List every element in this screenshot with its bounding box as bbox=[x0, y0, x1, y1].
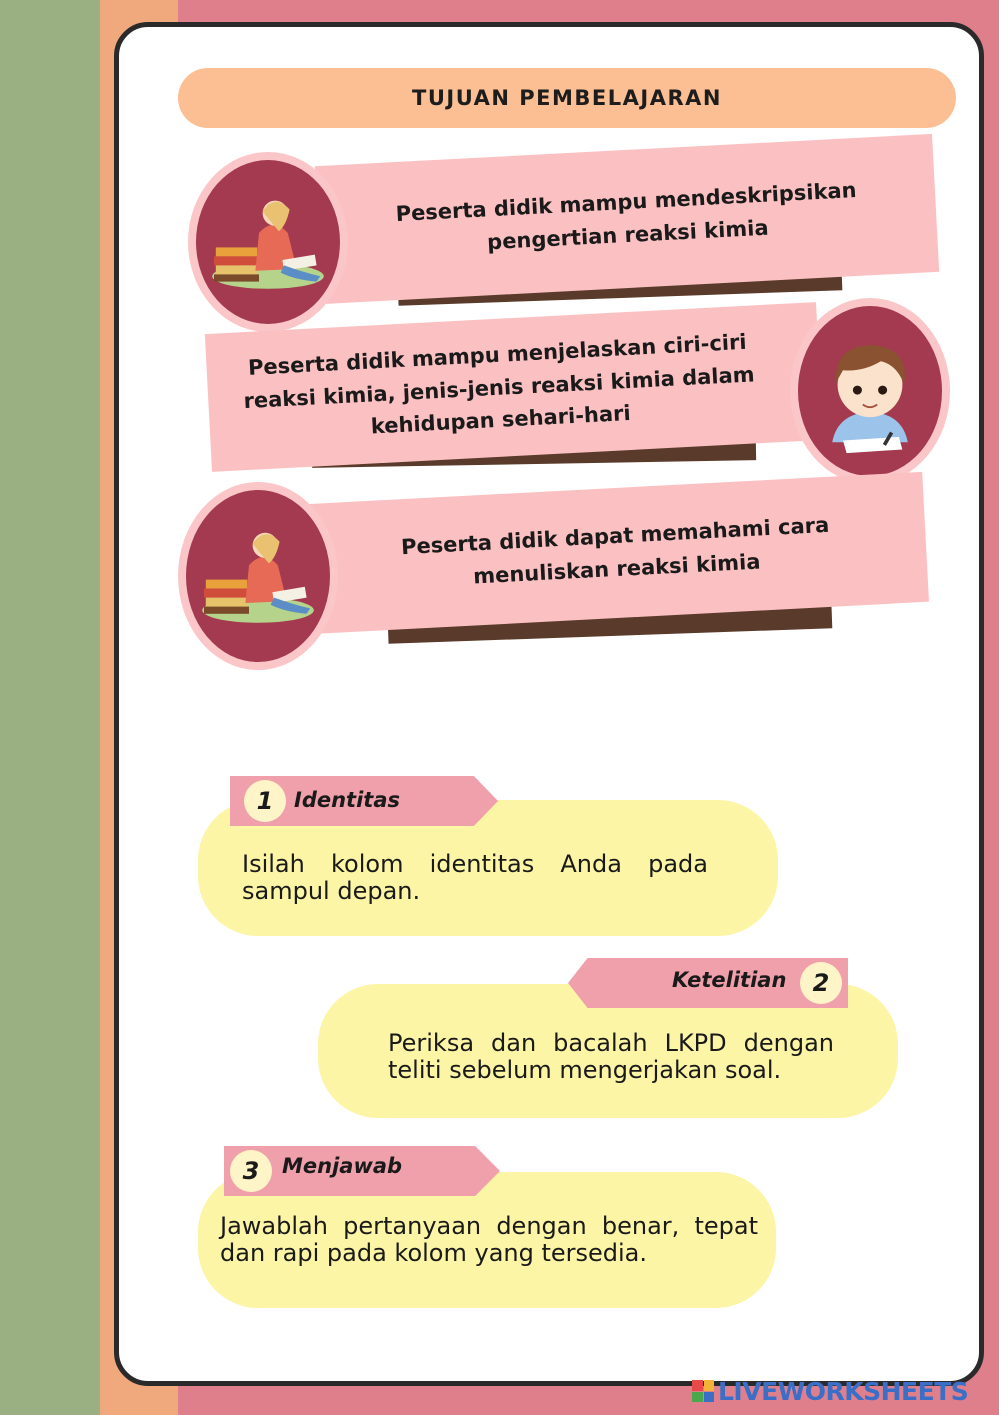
step-label-1: Identitas bbox=[294, 788, 400, 812]
step-number-1: 1 bbox=[244, 780, 286, 822]
step-text-2: Periksa dan bacalah LKPD dengan teliti sebelum mengerjakan soal. bbox=[388, 1029, 834, 1084]
objective-avatar-1 bbox=[188, 152, 348, 332]
step-number-2: 2 bbox=[800, 962, 842, 1004]
liveworksheets-brand[interactable] bbox=[692, 1373, 968, 1409]
boy-writing-icon bbox=[798, 306, 942, 476]
step-label-3: Menjawab bbox=[282, 1154, 403, 1178]
objective-text-1: Peserta didik mampu mendeskripsikan pengertian reaksi kimia bbox=[395, 178, 858, 255]
step-text-1: Isilah kolom identitas Anda pada sampul depan. bbox=[242, 850, 708, 905]
girl-reading-books-icon bbox=[196, 160, 340, 324]
objective-avatar-2 bbox=[790, 298, 950, 484]
girl-reading-books-icon bbox=[186, 490, 330, 662]
title-bar bbox=[178, 68, 956, 128]
page-title: TUJUAN PEMBELAJARAN bbox=[412, 86, 722, 110]
objective-text-3: Peserta didik dapat memahami cara menuliskan reaksi kimia bbox=[400, 513, 830, 589]
step-text-3: Jawablah pertanyaan dengan benar, tepat dan rapi pada kolom yang tersedia. bbox=[220, 1212, 758, 1267]
side-stripe-green bbox=[0, 0, 100, 1415]
objective-text-2: Peserta didik mampu menjelaskan ciri-ciri reaksi kimia, jenis-jenis reaksi kimia dalam kehidupan sehari-hari bbox=[242, 329, 756, 439]
step-number-3: 3 bbox=[230, 1150, 272, 1192]
step-label-2: Ketelitian bbox=[672, 968, 787, 992]
objective-avatar-3 bbox=[178, 482, 338, 670]
brand-name: LIVEWORKSHEETS bbox=[718, 1376, 969, 1406]
liveworksheets-logo-icon bbox=[692, 1380, 714, 1402]
